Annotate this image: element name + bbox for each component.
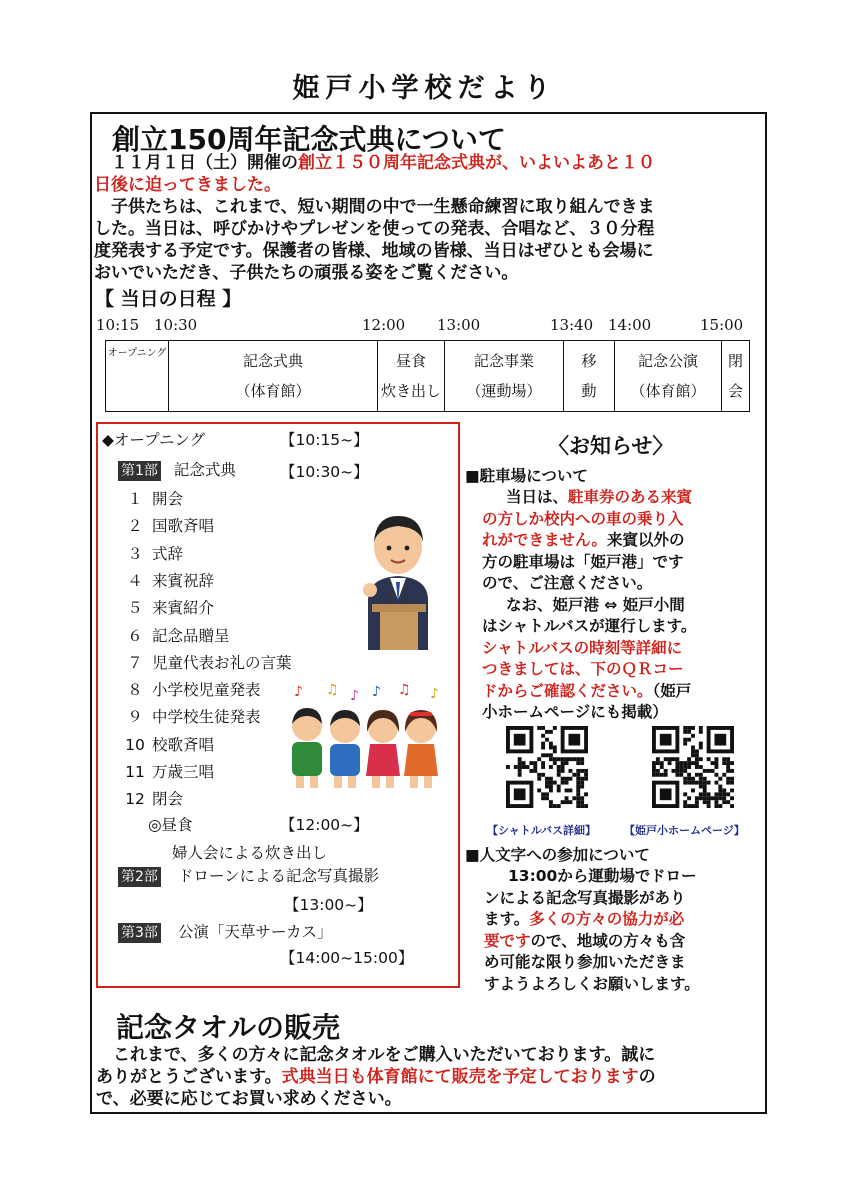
principal-speaking-illustration	[362, 508, 434, 650]
item-number: １	[127, 490, 143, 508]
text-line: 13:00から運動場でドロー	[508, 867, 697, 885]
item-title: 式辞	[152, 544, 184, 563]
shuttle-qr-code[interactable]	[506, 726, 588, 808]
text-line: ありがとうございます。式典当日も体育館にて販売を予定しておりますの	[96, 1067, 656, 1087]
item-number: ３	[127, 544, 143, 563]
schedule-cell-ceremony: 記念式典 （体育館）	[169, 341, 378, 412]
text-line: 要ですので、地域の方々も含	[484, 931, 686, 950]
item-title: 中学校生徒発表	[152, 708, 261, 727]
part1-tag: 第1部	[118, 461, 161, 481]
ceremony-item	[122, 678, 261, 700]
text-line: つきましては、下のＱＲコー	[482, 660, 684, 678]
item-title: 万歳三唱	[152, 763, 215, 781]
text-line: シャトルバスの時刻等詳細に	[482, 638, 683, 657]
time-label: 10:30	[154, 316, 198, 334]
item-number: ７	[127, 653, 143, 672]
time-label: 15:00	[700, 316, 744, 334]
para-line: 子供たちは、これまで、短い期間の中で一生懸命練習に取り組んできま	[111, 197, 655, 217]
para-line: 日後に迫ってきました。	[94, 175, 281, 195]
time-label: 12:00	[362, 316, 406, 334]
svg-text:♪: ♪	[294, 684, 303, 700]
part2-row	[118, 866, 379, 887]
text-line: はシャトルバスが運行します。	[482, 617, 697, 635]
ceremony-item	[122, 733, 214, 755]
item-number: ５	[127, 599, 143, 618]
time-label: 10:15	[96, 316, 140, 334]
item-title: 記念品贈呈	[152, 626, 230, 645]
item-number: ２	[127, 517, 143, 536]
ceremony-item	[122, 760, 214, 782]
item-number: ４	[127, 571, 143, 590]
notice-heading: 〈お知らせ〉	[548, 434, 674, 458]
children-singing-illustration	[288, 682, 446, 790]
towel-heading: 記念タオルの販売	[116, 1011, 341, 1044]
para-line: １１月１日（土）開催の創立１５０周年記念式典が、いよいよあと１０	[111, 153, 655, 173]
part2-title: ドローンによる記念写真撮影	[177, 867, 380, 885]
parking-heading: ■駐車場について	[465, 467, 588, 485]
opening-time: 【10:15~】	[280, 431, 369, 449]
text-line: で、必要に応じてお買い求めください。	[96, 1089, 402, 1109]
text-line: 方の駐車場は「姫戸港」です	[482, 552, 684, 571]
text-line: 当日は、駐車券のある来賓	[506, 488, 693, 506]
schedule-cell-performance: 記念公演 （体育館）	[615, 341, 722, 412]
item-title: 開会	[152, 490, 184, 508]
part2-tag: 第2部	[118, 867, 161, 887]
text-line: なお、姫戸港 ⇔ 姫戸小間	[506, 595, 685, 614]
ceremony-item	[122, 651, 292, 673]
schedule-cell-opening: オープニング	[106, 341, 169, 412]
para-line: した。当日は、呼びかけやプレゼンを使っての発表、合唱など、３０分程	[94, 219, 655, 239]
item-number: 10	[125, 735, 145, 754]
ceremony-item	[122, 542, 183, 564]
ceremony-item	[122, 514, 214, 536]
schedule-cell-project: 記念事業 （運動場）	[445, 341, 564, 412]
time-label: 13:40	[550, 316, 594, 334]
ceremony-item	[122, 569, 214, 591]
item-number: 11	[125, 763, 145, 781]
text-line: の方しか校内への車の乗り入	[482, 509, 684, 528]
item-title: 閉会	[152, 790, 184, 809]
shuttle-qr-caption: 【シャトルバス詳細】	[487, 824, 597, 837]
schedule-cell-lunch: 昼食 炊き出し	[378, 341, 445, 412]
text-line: 小ホームページにも掲載）	[482, 703, 668, 721]
text-line: これまで、多くの方々に記念タオルをご購入いただいております。誠に	[113, 1045, 656, 1065]
item-title: 小学校児童発表	[152, 681, 261, 700]
homepage-qr-caption: 【姫戸小ホームページ】	[624, 824, 745, 837]
item-number: ６	[127, 626, 143, 645]
text-line: ドからご確認ください。（姫戸	[482, 681, 692, 700]
time-label: 14:00	[608, 316, 652, 334]
part2-time: 【13:00~】	[284, 896, 373, 914]
ceremony-item	[122, 624, 230, 646]
human-letter-heading: ■人文字への参加について	[465, 846, 650, 864]
text-line: すようよろしくお願いします。	[484, 974, 700, 993]
para-line: 度発表する予定です。保護者の皆様、地域の皆様、当日はぜひとも会場に	[94, 241, 654, 261]
text-line: め可能な限り参加いただきま	[484, 953, 686, 971]
time-label: 13:00	[437, 316, 481, 334]
text-line: ます。多くの方々の協力が必	[484, 910, 685, 928]
part3-title: 公演「天草サーカス」	[177, 923, 333, 941]
part1-row	[118, 460, 236, 481]
towel-paragraph	[96, 1044, 656, 1110]
anniversary-paragraph	[94, 152, 655, 284]
item-title: 児童代表お礼の言葉	[152, 653, 292, 672]
svg-text:♪: ♪	[350, 688, 359, 704]
lunch-time: 【12:00~】	[280, 816, 369, 834]
text-line: ので、ご注意ください。	[482, 574, 653, 592]
text-line: れができません。来賓以外の	[482, 531, 685, 549]
parking-text	[482, 487, 696, 724]
ceremony-item	[122, 487, 183, 509]
item-title: 来賓祝辞	[152, 571, 215, 590]
schedule-cell-closing: 閉 会	[722, 341, 750, 412]
opening-label: ◆オープニング	[102, 431, 206, 449]
homepage-qr-code[interactable]	[652, 726, 734, 808]
text-line: ンによる記念写真撮影があり	[484, 888, 686, 907]
part3-time: 【14:00~15:00】	[280, 949, 414, 967]
human-letter-text	[484, 866, 700, 995]
part3-tag: 第3部	[118, 923, 161, 943]
item-title: 国歌斉唱	[152, 517, 215, 536]
ceremony-item	[122, 596, 214, 618]
item-title: 来賓紹介	[152, 599, 215, 618]
svg-text:♫: ♫	[326, 682, 339, 698]
item-number: ９	[127, 708, 143, 727]
lunch-note: 婦人会による炊き出し	[172, 844, 328, 862]
ceremony-item	[122, 787, 183, 809]
part1-time: 【10:30~】	[280, 463, 369, 481]
svg-text:♪: ♪	[372, 684, 381, 700]
part3-row	[118, 922, 333, 943]
anniversary-heading: 創立150周年記念式典について	[112, 123, 506, 156]
schedule-heading: 【 当日の日程 】	[95, 288, 242, 310]
item-title: 校歌斉唱	[152, 735, 215, 754]
schedule-cell-move: 移 動	[564, 341, 615, 412]
item-number: ８	[127, 681, 143, 700]
para-line: おいでいただき、子供たちの頑張る姿をご覧ください。	[94, 263, 519, 283]
newsletter-title: 姫戸小学校だより	[292, 73, 557, 104]
item-number: 12	[125, 790, 145, 809]
svg-text:♫: ♫	[398, 682, 411, 698]
svg-text:♪: ♪	[430, 686, 439, 702]
ceremony-item	[122, 705, 261, 727]
schedule-table	[105, 340, 750, 412]
part1-title: 記念式典	[173, 461, 236, 479]
lunch-label: ◎昼食	[148, 816, 193, 834]
